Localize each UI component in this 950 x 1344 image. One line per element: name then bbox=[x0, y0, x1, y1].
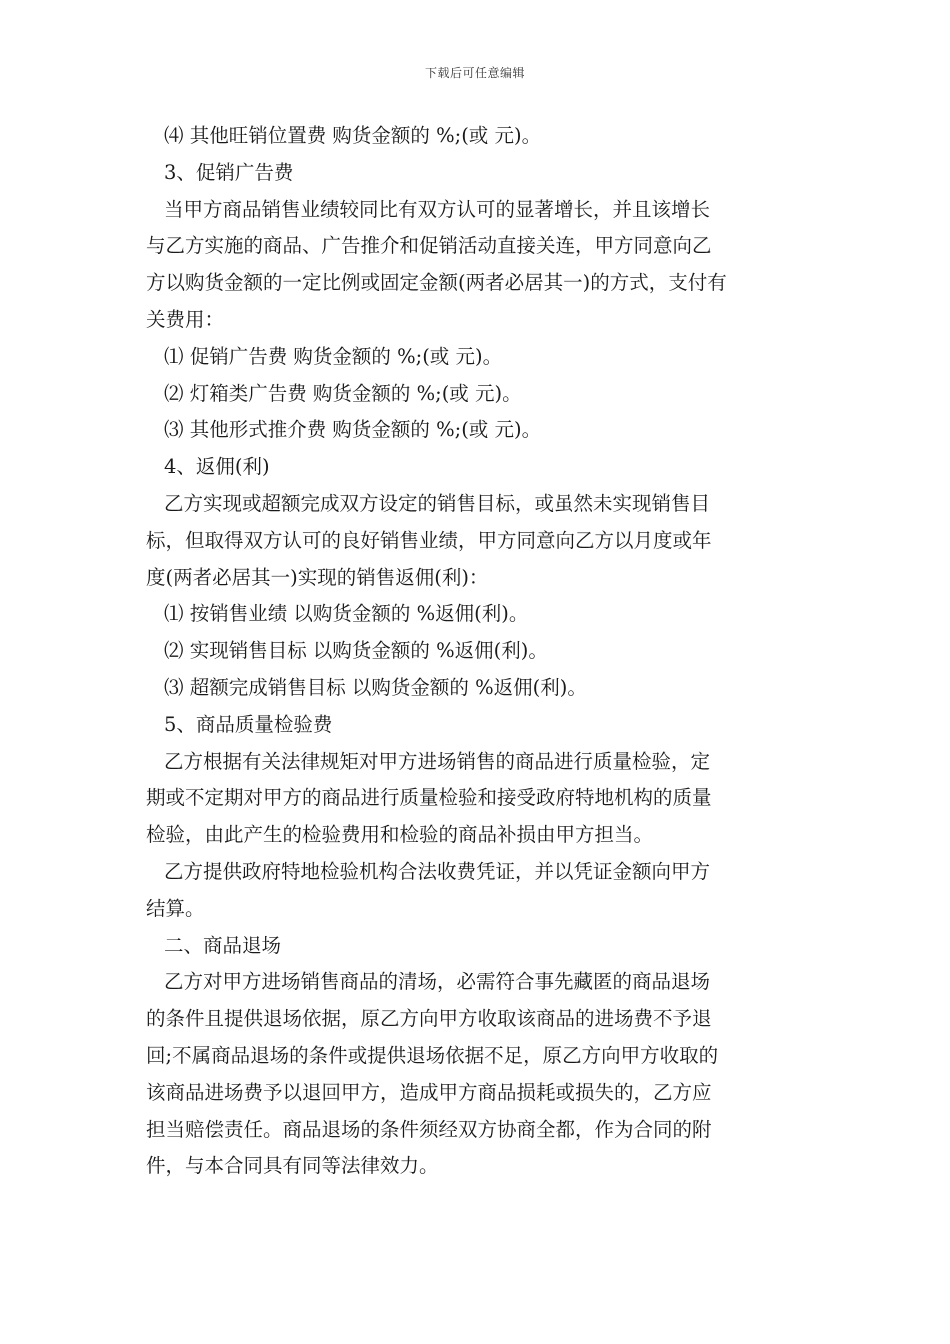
text-line-12: 标，但取得双方认可的良好销售业绩，甲方同意向乙方以月度或年 bbox=[146, 528, 712, 552]
text-line-3: 当甲方商品销售业绩较同比有双方认可的显著增长，并且该增长 bbox=[164, 197, 711, 221]
section-heading-quality-inspection: 5、商品质量检验费 bbox=[164, 712, 333, 736]
list-item-other-promo: ⑶ 其他形式推介费 购货金额的 %;(或 元)。 bbox=[164, 418, 542, 442]
text-line-25: 的条件且提供退场依据，原乙方向甲方收取该商品的进场费不予退 bbox=[146, 1007, 712, 1031]
text-line-26: 回;不属商品退场的条件或提供退场依据不足，原乙方向甲方收取的 bbox=[146, 1043, 719, 1067]
text-line-28: 担当赔偿责任。商品退场的条件须经双方协商全都，作为合同的附 bbox=[146, 1117, 712, 1141]
text-line-1: ⑷ 其他旺销位置费 购货金额的 %;(或 元)。 bbox=[164, 124, 542, 147]
text-line-29: 件，与本合同具有同等法律效力。 bbox=[146, 1154, 439, 1178]
page-header: 下载后可任意编辑 bbox=[424, 66, 525, 80]
text-line-4: 与乙方实施的商品、广告推介和促销活动直接关连，甲方同意向乙 bbox=[146, 234, 712, 258]
list-item-sales-performance: ⑴ 按销售业绩 以购货金额的 %返佣(利)。 bbox=[164, 602, 529, 626]
text-line-24: 乙方对甲方进场销售商品的清场，必需符合事先藏匿的商品退场 bbox=[164, 970, 711, 994]
text-line-19: 期或不定期对甲方的商品进行质量检验和接受政府特地机构的质量 bbox=[146, 786, 712, 810]
text-line-6: 关费用： bbox=[146, 307, 225, 331]
section-heading-rebate: 4、返佣(利) bbox=[164, 455, 270, 479]
text-line-22: 结算。 bbox=[146, 896, 205, 920]
document-body bbox=[146, 118, 806, 1185]
text-line-20: 检验，由此产生的检验费用和检验的商品补损由甲方担当。 bbox=[146, 823, 654, 847]
text-line-11: 乙方实现或超额完成双方设定的销售目标，或虽然未实现销售目 bbox=[164, 491, 711, 515]
list-item-promo-ad: ⑴ 促销广告费 购货金额的 %;(或 元)。 bbox=[164, 344, 503, 368]
list-item-lightbox-ad: ⑵ 灯箱类广告费 购货金额的 %;(或 元)。 bbox=[164, 381, 522, 405]
text-line-13: 度(两者必居其一)实现的销售返佣(利)： bbox=[146, 565, 489, 589]
text-line-5: 方以购货金额的一定比例或固定金额(两者必居其一)的方式，支付有 bbox=[146, 271, 727, 295]
text-line-27: 该商品进场费予以退回甲方，造成甲方商品损耗或损失的，乙方应 bbox=[146, 1080, 712, 1104]
list-item-sales-target: ⑵ 实现销售目标 以购货金额的 %返佣(利)。 bbox=[164, 639, 548, 663]
section-heading-product-withdrawal: 二、商品退场 bbox=[164, 933, 282, 957]
text-line-18: 乙方根据有关法律规矩对甲方进场销售的商品进行质量检验，定 bbox=[164, 749, 711, 773]
list-item-exceed-target: ⑶ 超额完成销售目标 以购货金额的 %返佣(利)。 bbox=[164, 675, 587, 699]
section-heading-promo-ad-fee: 3、促销广告费 bbox=[164, 160, 294, 184]
text-line-21: 乙方提供政府特地检验机构合法收费凭证，并以凭证金额向甲方 bbox=[164, 859, 711, 883]
